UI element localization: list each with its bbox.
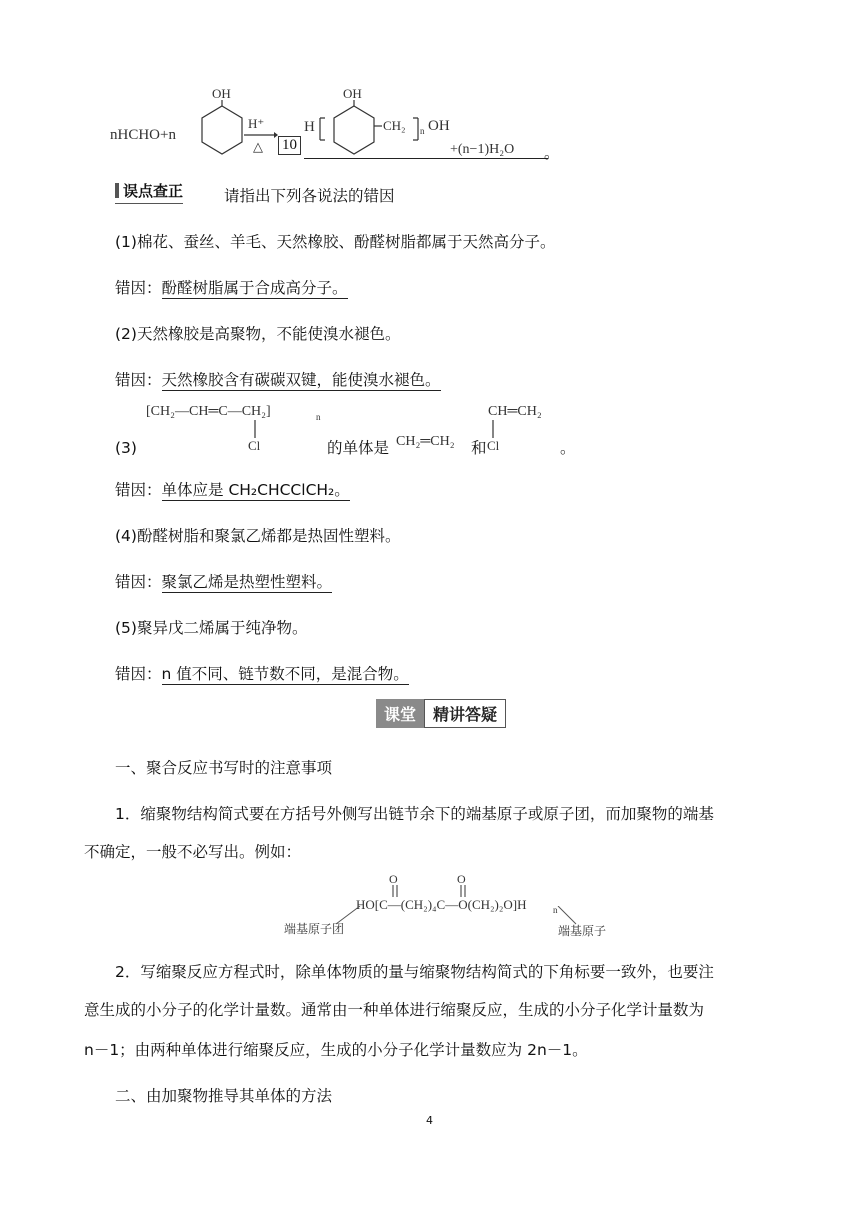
reason-2 — [115, 370, 441, 390]
polymer-n: n — [316, 412, 321, 422]
section-badge — [376, 699, 506, 728]
reason-3 — [115, 480, 350, 500]
carbonyl-o-2: O — [457, 872, 466, 886]
bond-line-icon — [491, 420, 495, 438]
monomer-ethylene: CH₂═CH₂ — [396, 434, 455, 449]
reason-answer: 聚氯乙烯是热塑性塑料。 — [161, 573, 333, 591]
badge-left: 课堂 — [376, 699, 424, 728]
reason-1 — [115, 278, 348, 298]
reason-answer: 天然橡胶含有碳碳双键，能使溴水褪色。 — [161, 371, 441, 389]
part1-p2-line2: 意生成的小分子的化学计量数。通常由一种单体进行缩聚反应，生成的小分子化学计量数为 — [84, 1001, 705, 1019]
heat-label: △ — [253, 139, 263, 154]
error-check-tag — [115, 180, 183, 204]
bond-line-icon — [253, 420, 257, 438]
part1-p2-line3: n－1；由两种单体进行缩聚反应，生成的小分子化学计量数应为 2n－1。 — [84, 1041, 588, 1059]
phenol-ring-icon — [192, 100, 252, 160]
part1-p1-line2: 不确定，一般不必写出。例如： — [84, 843, 302, 861]
period: 。 — [544, 144, 560, 162]
product-oh-label: OH — [343, 86, 362, 101]
reason-label: 错因： — [115, 665, 162, 683]
question-5: (5)聚异戊二烯属于纯净物。 — [115, 619, 308, 637]
reason-answer: 酚醛树脂属于合成高分子。 — [161, 279, 348, 297]
part2-heading: 二、由加聚物推导其单体的方法 — [115, 1087, 333, 1105]
polyester-n: n — [553, 905, 558, 915]
monomer-cl: Cl — [487, 438, 500, 453]
carbonyl-o-1: O — [389, 872, 398, 886]
item3-end: 。 — [560, 439, 576, 457]
end-group-right-label: 端基原子 — [558, 924, 607, 938]
polymer-formula: [CH₂—CH═C—CH₂] — [146, 404, 271, 419]
item3-number: (3) — [115, 439, 137, 457]
reason-label: 错因： — [115, 481, 162, 499]
reason-label: 错因： — [115, 371, 162, 389]
product-oh: OH — [428, 118, 450, 134]
reason-4 — [115, 572, 332, 592]
polymer-cl: Cl — [248, 438, 261, 453]
monomer-vinyl: CH═CH₂ — [488, 404, 542, 419]
reactants-text: nHCHO+n — [110, 127, 176, 143]
oh-label: OH — [212, 86, 231, 101]
reason-answer: 单体应是 CH₂CHCClCH₂。 — [161, 481, 350, 499]
item3-mid-text: 的单体是 — [327, 439, 390, 457]
question-2: (2)天然橡胶是高聚物，不能使溴水褪色。 — [115, 325, 401, 343]
product-ch2: CH₂ — [383, 118, 406, 133]
answer-underline — [304, 158, 548, 159]
item3-and: 和 — [471, 439, 487, 457]
part1-heading: 一、聚合反应书写时的注意事项 — [115, 759, 333, 777]
tag-prompt: 请指出下列各说法的错因 — [224, 187, 395, 205]
part1-p2-line1: 2．写缩聚反应方程式时，除单体物质的量与缩聚物结构简式的下角标要一致外，也要注 — [115, 963, 714, 981]
page-number: 4 — [426, 1114, 433, 1127]
reason-answer: n 值不同、链节数不同，是混合物。 — [161, 665, 409, 683]
reason-label: 错因： — [115, 573, 162, 591]
part1-p1-line1: 1．缩聚物结构简式要在方括号外侧写出链节余下的端基原子或原子团，而加聚物的端基 — [115, 805, 714, 823]
question-1: (1)棉花、蚕丝、羊毛、天然橡胶、酚醛树脂都属于天然高分子。 — [115, 233, 556, 251]
question-4: (4)酚醛树脂和聚氯乙烯都是热固性塑料。 — [115, 527, 401, 545]
end-group-left-label: 端基原子团 — [284, 922, 345, 936]
tag-bar-icon — [115, 183, 119, 198]
water-product: +(n−1)H₂O — [450, 142, 515, 157]
tag-label: 误点查正 — [123, 182, 184, 200]
polyester-formula: HO[C—(CH₂)₄C—O(CH₂)₂O]H — [356, 897, 527, 912]
product-h: H — [304, 119, 315, 135]
reason-label: 错因： — [115, 279, 162, 297]
catalyst-label: H⁺ — [248, 116, 265, 131]
answer-number: 10 — [278, 136, 301, 155]
badge-right: 精讲答疑 — [424, 699, 506, 728]
reason-5 — [115, 664, 409, 684]
product-n: n — [420, 126, 425, 136]
